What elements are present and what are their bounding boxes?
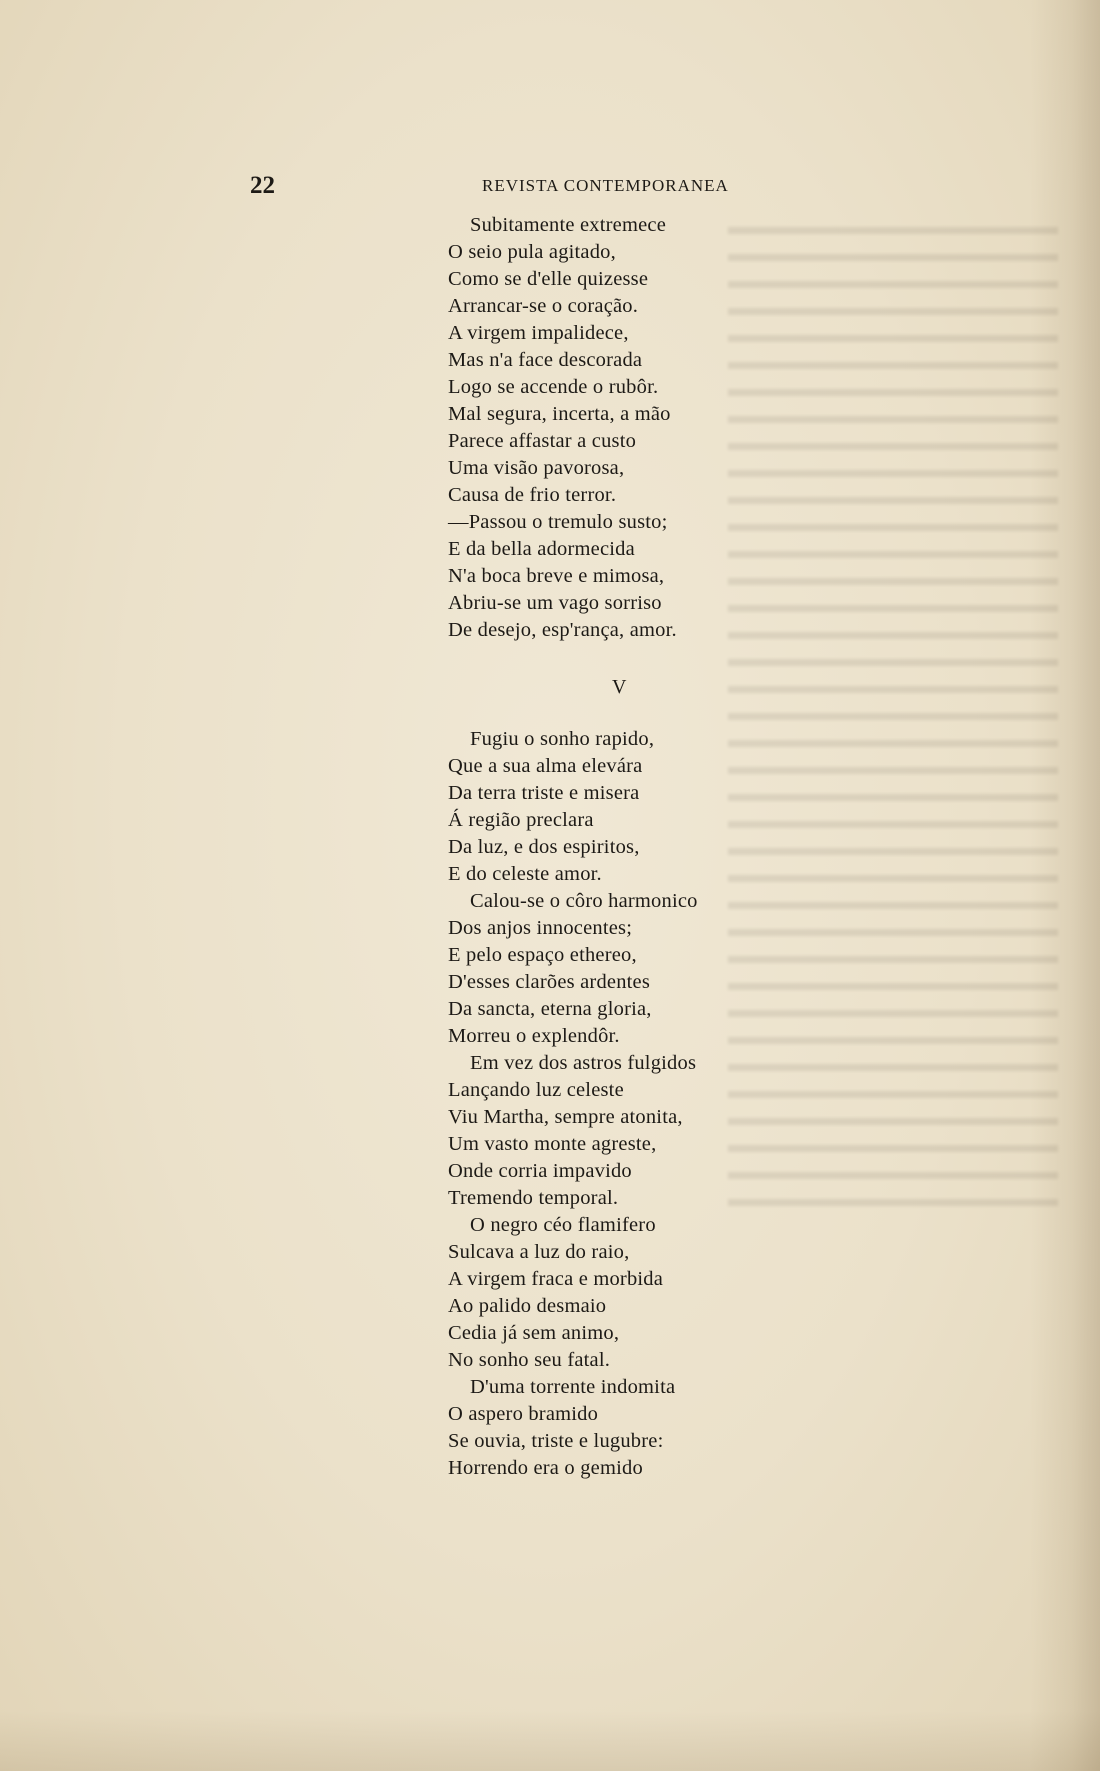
verse-line: Logo se accende o rubôr. (448, 376, 659, 398)
verse-line: N'a boca breve e mimosa, (448, 565, 665, 587)
verse-line: De desejo, esp'rança, amor. (448, 619, 677, 641)
verse-line: D'uma torrente indomita (470, 1376, 676, 1398)
verse-line: O negro céo flamifero (470, 1214, 656, 1236)
verse-line: Causa de frio terror. (448, 484, 617, 506)
page-edge-shadow (1030, 0, 1100, 1771)
page-header (250, 172, 770, 202)
verse-line: E do celeste amor. (448, 863, 602, 885)
verse-line: Abriu-se um vago sorriso (448, 592, 662, 614)
verse-line: Á região preclara (448, 809, 594, 831)
bleed-through-text (728, 215, 1058, 1215)
verse-line: No sonho seu fatal. (448, 1349, 611, 1371)
stanza-v (448, 726, 768, 1482)
verse-line: Da sancta, eterna gloria, (448, 998, 652, 1020)
verse-line: Que a sua alma elevára (448, 755, 643, 777)
verse-line: A virgem impalidece, (448, 322, 629, 344)
verse-line: Tremendo temporal. (448, 1187, 619, 1209)
verse-line: O aspero bramido (448, 1403, 599, 1425)
page-bottom-shadow (0, 1711, 1100, 1771)
verse-line: Calou-se o côro harmonico (470, 890, 698, 912)
verse-line: E pelo espaço ethereo, (448, 944, 637, 966)
verse-line: A virgem fraca e morbida (448, 1268, 664, 1290)
verse-line: O seio pula agitado, (448, 241, 616, 263)
verse-line: Um vasto monte agreste, (448, 1133, 657, 1155)
page-number: 22 (250, 172, 275, 199)
verse-line: Dos anjos innocentes; (448, 917, 633, 939)
stanza-iv (448, 212, 768, 644)
verse-line: Arrancar-se o coração. (448, 295, 639, 317)
verse-line: Morreu o explendôr. (448, 1025, 620, 1047)
verse-line: Fugiu o sonho rapido, (470, 728, 655, 750)
verse-line: Cedia já sem animo, (448, 1322, 620, 1344)
verse-line: Viu Martha, sempre atonita, (448, 1106, 683, 1128)
verse-line: Em vez dos astros fulgidos (470, 1052, 697, 1074)
verse-line: Da luz, e dos espiritos, (448, 836, 640, 858)
verse-line: —Passou o tremulo susto; (448, 511, 668, 533)
verse-line: E da bella adormecida (448, 538, 635, 560)
verse-line: Lançando luz celeste (448, 1079, 624, 1101)
verse-line: Ao palido desmaio (448, 1295, 607, 1317)
verse-line: Horrendo era o gemido (448, 1457, 643, 1479)
verse-line: Onde corria impavido (448, 1160, 632, 1182)
verse-line: Da terra triste e misera (448, 782, 640, 804)
verse-line: D'esses clarões ardentes (448, 971, 651, 993)
verse-line: Subitamente extremece (470, 214, 667, 236)
verse-line: Parece affastar a custo (448, 430, 637, 452)
verse-line: Como se d'elle quizesse (448, 268, 649, 290)
verse-line: Mal segura, incerta, a mão (448, 403, 671, 425)
verse-line: Se ouvia, triste e lugubre: (448, 1430, 664, 1452)
verse-line: Sulcava a luz do raio, (448, 1241, 630, 1263)
section-numeral: V (612, 676, 627, 698)
running-head: REVISTA CONTEMPORANEA (482, 176, 729, 195)
verse-line: Uma visão pavorosa, (448, 457, 625, 479)
verse-line: Mas n'a face descorada (448, 349, 643, 371)
